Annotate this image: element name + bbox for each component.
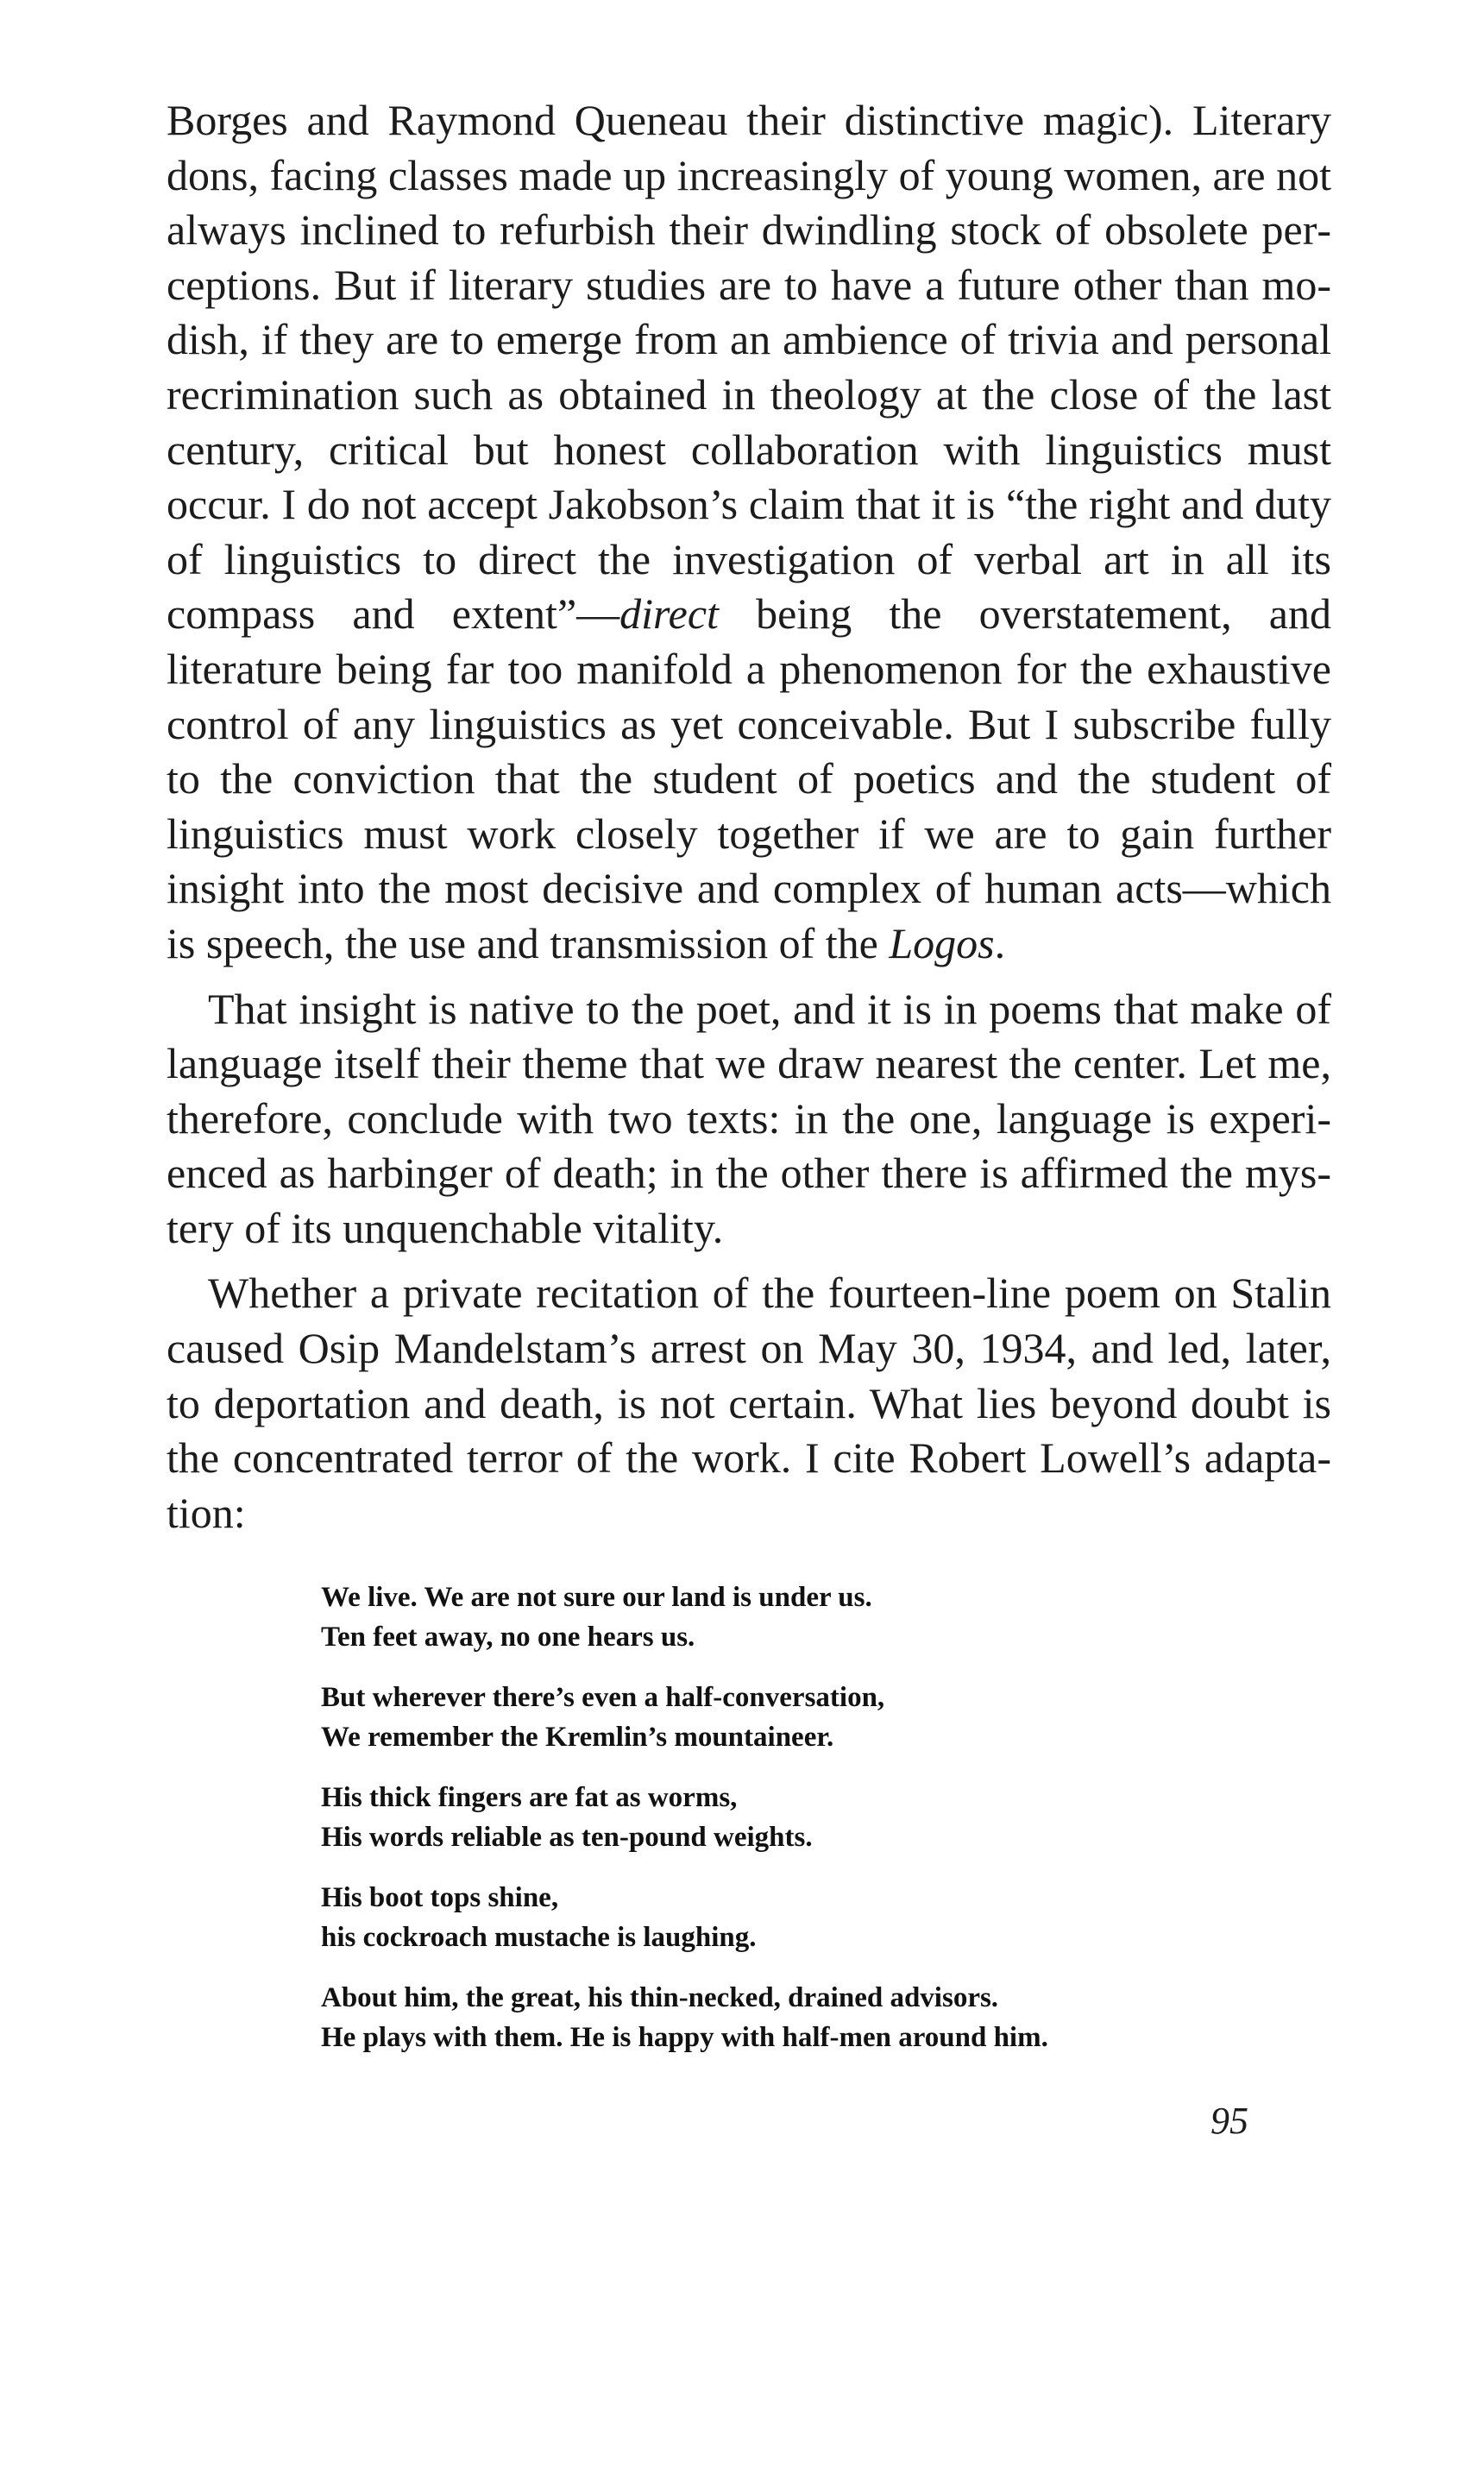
paragraph-1-part-3: .: [994, 918, 1006, 967]
paragraph-1-part-1: Borges and Raymond Queneau their distinctive magic). Literary dons, facing classes made up increasingly of young women, are not always inclined to refurbish their dwindling stock of obsolete perceptions. But if literary studies are to have a future other than modish, if they are to emerge from an ambience of trivia and personal recrimination such as obtained in theology at the close of the last century, critical but honest collaboration with linguistics must occur. I do not accept Jakobson’s claim that it is “the right and duty of linguistics to direct the investigation of verbal art in all its compass and extent”—: [167, 96, 1331, 639]
paragraph-2: That insight is native to the poet, and it is in poems that make of language itself their theme that we draw nearest the center. Let me, therefore, conclude with two texts: in the one, language is experienced as harbinger of death; in the other there is affirmed the mystery of its unquenchable vitality.: [167, 984, 1331, 1252]
poem-line: We live. We are not sure our land is under us.: [321, 1582, 872, 1613]
poem-line: But wherever there’s even a half-conversation,: [321, 1682, 885, 1713]
italic-direct: direct: [619, 589, 719, 639]
poem-stanza: [321, 1578, 1270, 1657]
paragraph-1-part-2: being the overstatement, and literature being far too manifold a phenomenon for the exhaustive control of any linguistics as yet conceivable. But I subscribe fully to the conviction that the student of poetics and the student of linguistics must work closely together if we are to gain further insight into the most decisive and complex of human acts—which is speech, the use and transmission of the: [167, 589, 1331, 967]
paragraph-3: Whether a private recitation of the fourteen-line poem on Stalin caused Osip Mandelstam’s arrest on May 30, 1934, and led, later, to deportation and death, is not certain. What lies beyond doubt is the concentrated terror of the work. I cite Robert Lowell’s adaptation:: [167, 1269, 1331, 1537]
poem-line: About him, the great, his thin-necked, drained advisors.: [321, 1982, 999, 2013]
poem-block: [321, 1578, 1270, 2078]
page-number: 95: [1210, 2100, 1248, 2142]
poem-line: His thick fingers are fat as worms,: [321, 1782, 738, 1813]
poem-stanza: [321, 1978, 1270, 2057]
prose-text: [167, 93, 1331, 1540]
italic-logos: Logos: [889, 918, 995, 967]
page-body: [167, 93, 1331, 1540]
poem-line: He plays with them. He is happy with half-men around him.: [321, 2022, 1048, 2053]
poem-line: Ten feet away, no one hears us.: [321, 1622, 695, 1653]
poem-line: We remember the Kremlin’s mountaineer.: [321, 1722, 834, 1753]
poem-line: His words reliable as ten-pound weights.: [321, 1822, 813, 1853]
poem-line: His boot tops shine,: [321, 1882, 559, 1913]
poem-stanza: [321, 1878, 1270, 1957]
poem-line: his cockroach mustache is laughing.: [321, 1922, 757, 1953]
poem-stanza: [321, 1678, 1270, 1757]
poem-stanza: [321, 1778, 1270, 1857]
paragraph-1: [167, 93, 1331, 972]
